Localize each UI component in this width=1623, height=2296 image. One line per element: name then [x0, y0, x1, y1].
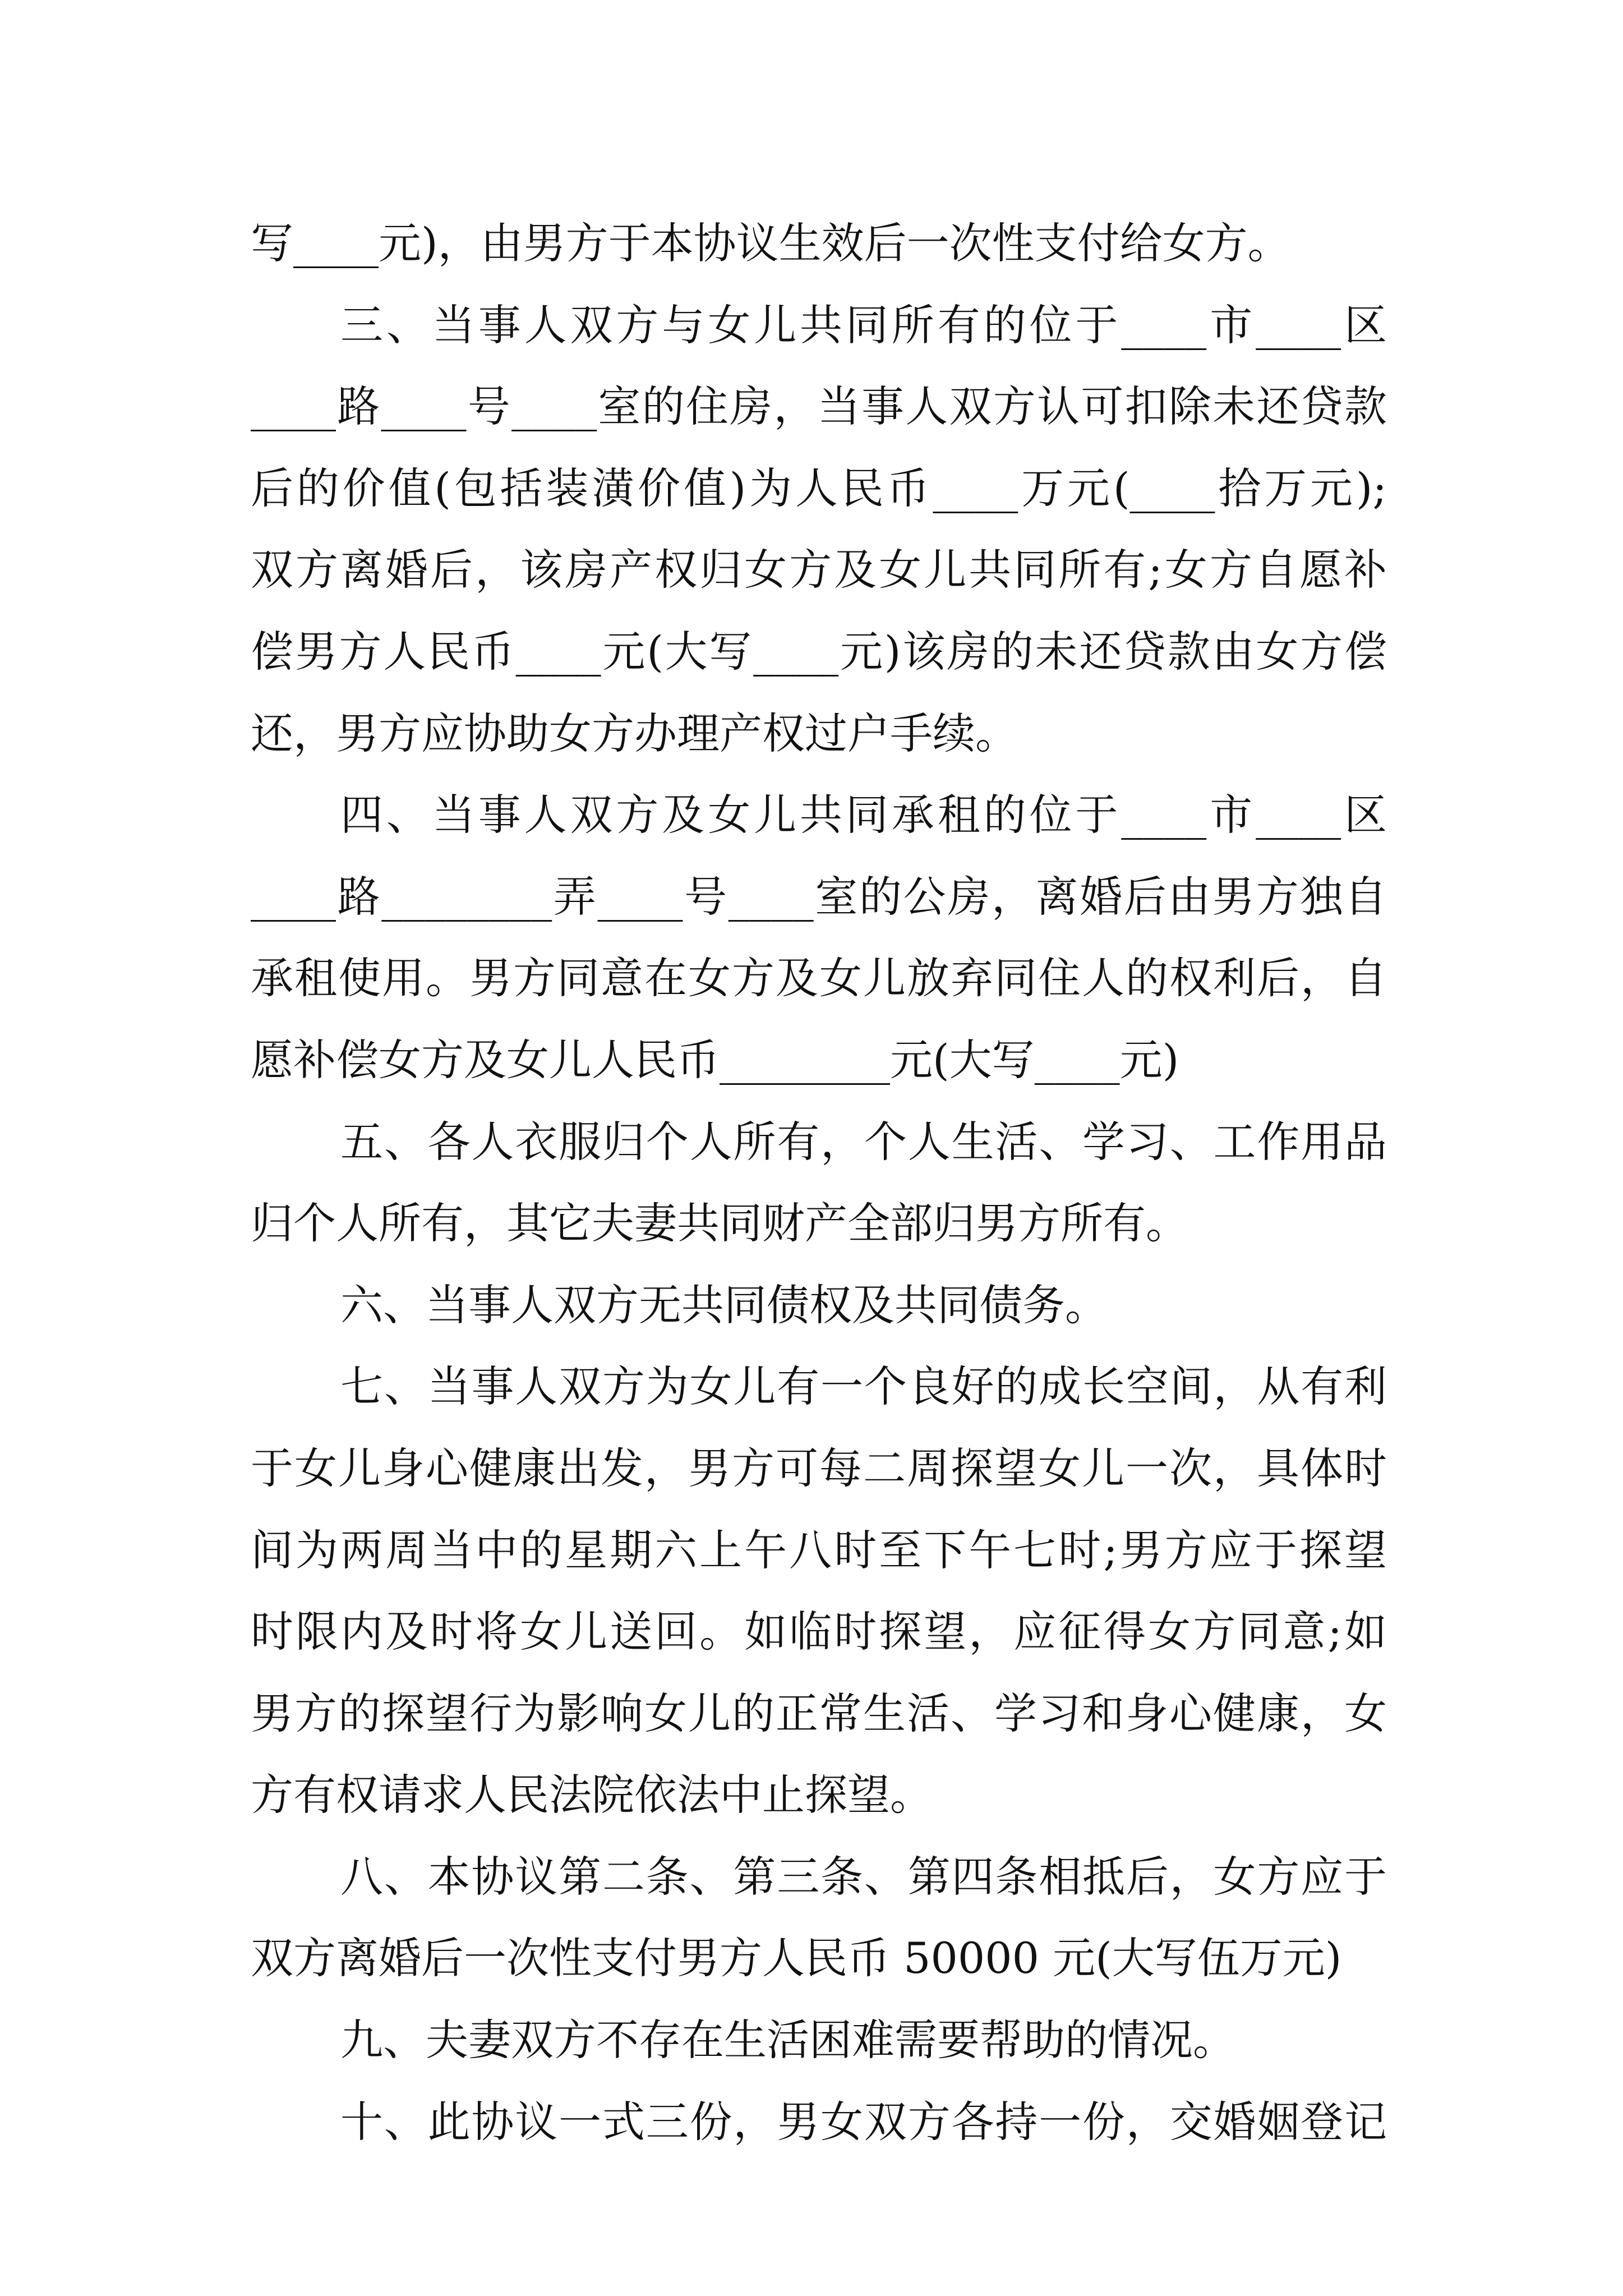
text-line: 三、当事人双方与女儿共同所有的位于____市____区: [340, 300, 1387, 350]
text-line: 还，男方应协助女方办理产权过户手续。: [251, 708, 1018, 758]
paragraph-clause-9: [251, 1999, 1387, 2081]
paragraph-clause-3: [251, 284, 1387, 775]
text-line: 方有权请求人民法院依法中止探望。: [251, 1770, 933, 1820]
text-line: ____路________弄____号____室的公房，离婚后由男方独自: [251, 871, 1387, 922]
paragraph-clause-5: [251, 1101, 1387, 1264]
text-line: 十、此协议一式三份，男女双方各持一份，交婚姻登记: [340, 2096, 1387, 2147]
paragraph-clause-7: [251, 1346, 1387, 1836]
text-line: ____路____号____室的住房，当事人双方认可扣除未还贷款: [251, 381, 1387, 432]
text-line: 双方离婚后一次性支付男方人民币 50000 元(大写伍万元): [251, 1933, 1342, 1984]
text-line: 男方的探望行为影响女儿的正常生活、学习和身心健康，女: [251, 1688, 1387, 1738]
paragraph-clause-10: [251, 2081, 1387, 2163]
text-line: 后的价值(包括装潢价值)为人民币____万元(____拾万元);: [251, 463, 1387, 513]
text-line: 时限内及时将女儿送回。如临时探望，应征得女方同意;如: [251, 1607, 1387, 1657]
paragraph-continuation: [251, 203, 1387, 284]
document-body: [251, 203, 1387, 2162]
paragraph-clause-8: [251, 1836, 1387, 1999]
text-line: 四、当事人双方及女儿共同承租的位于____市____区: [340, 790, 1387, 840]
paragraph-clause-6: [251, 1264, 1387, 1346]
text-line: 八、本协议第二条、第三条、第四条相抵后，女方应于: [340, 1851, 1387, 1902]
paragraph-clause-4: [251, 774, 1387, 1101]
text-line: 愿补偿女方及女儿人民币________元(大写____元): [251, 1034, 1179, 1085]
text-line: 承租使用。男方同意在女方及女儿放弃同住人的权利后，自: [251, 953, 1387, 1004]
text-line: 间为两周当中的星期六上午八时至下午七时;男方应于探望: [251, 1525, 1387, 1575]
text-line: 五、各人衣服归个人所有，个人生活、学习、工作用品: [340, 1116, 1387, 1167]
text-line: 偿男方人民币____元(大写____元)该房的未还贷款由女方偿: [251, 626, 1387, 677]
text-line: 归个人所有，其它夫妻共同财产全部归男方所有。: [251, 1198, 1188, 1249]
text-line: 双方离婚后，该房产权归女方及女儿共同所有;女方自愿补: [251, 545, 1387, 595]
text-line: 七、当事人双方为女儿有一个良好的成长空间，从有利: [340, 1361, 1387, 1412]
text-line: 九、夫妻双方不存在生活困难需要帮助的情况。: [340, 2015, 1235, 2065]
text-line: 于女儿身心健康出发，男方可每二周探望女儿一次，具体时: [251, 1443, 1387, 1493]
text-line: 写____元)，由男方于本协议生效后一次性支付给女方。: [251, 218, 1290, 268]
text-line: 六、当事人双方无共同债权及共同债务。: [340, 1280, 1108, 1330]
